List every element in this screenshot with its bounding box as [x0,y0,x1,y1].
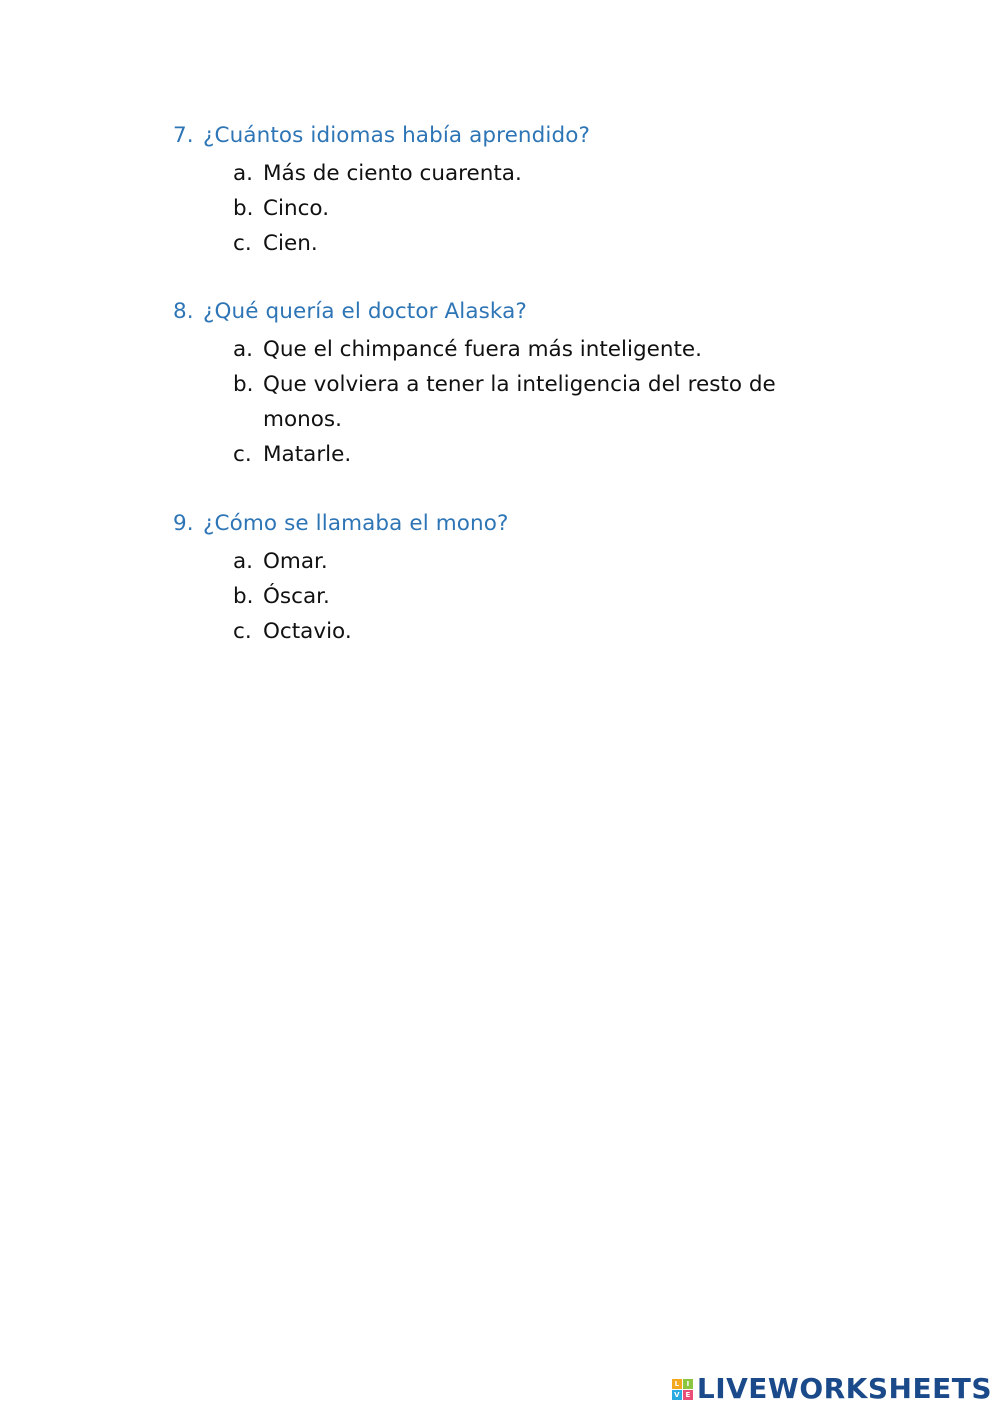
option-text: Cien. [263,231,318,256]
question-9 [173,509,873,649]
liveworksheets-logo-icon [672,1379,693,1400]
option-letter: c. [233,619,252,644]
brand-name: LIVEWORKSHEETS [696,1372,992,1405]
option-text: Matarle. [263,442,352,467]
logo-tile: I [683,1379,693,1389]
answer-option-b[interactable] [233,367,793,437]
question-text: ¿Qué quería el doctor Alaska? [203,299,527,324]
option-letter: b. [233,196,254,221]
question-title [173,297,873,332]
option-letter: c. [233,442,252,467]
option-text: Cinco. [263,196,330,221]
question-title [173,509,873,544]
option-letter: a. [233,549,254,574]
answer-option-b[interactable] [233,191,793,226]
answer-option-b[interactable] [233,579,793,614]
answer-option-c[interactable] [233,614,793,649]
logo-tile: L [672,1379,682,1389]
option-text: Óscar. [263,584,330,609]
question-8 [173,297,873,472]
logo-tile: V [672,1390,682,1400]
answer-option-a[interactable] [233,332,793,367]
answer-option-a[interactable] [233,544,793,579]
question-number: 7. [173,123,194,148]
option-letter: b. [233,584,254,609]
question-7 [173,121,873,261]
answer-option-a[interactable] [233,156,793,191]
question-title [173,121,873,156]
option-letter: a. [233,161,254,186]
option-text: Más de ciento cuarenta. [263,161,522,186]
logo-tile: E [683,1390,693,1400]
option-text: Que volviera a tener la inteligencia del resto de monos. [263,372,776,432]
question-text: ¿Cómo se llamaba el mono? [203,511,509,536]
option-letter: b. [233,372,254,397]
question-number: 8. [173,299,194,324]
liveworksheets-footer [672,1373,992,1405]
option-text: Omar. [263,549,328,574]
answer-option-c[interactable] [233,437,793,472]
answer-option-c[interactable] [233,226,793,261]
option-letter: a. [233,337,254,362]
question-number: 9. [173,511,194,536]
question-text: ¿Cuántos idiomas había aprendido? [203,123,590,148]
option-text: Que el chimpancé fuera más inteligente. [263,337,702,362]
option-text: Octavio. [263,619,352,644]
option-letter: c. [233,231,252,256]
